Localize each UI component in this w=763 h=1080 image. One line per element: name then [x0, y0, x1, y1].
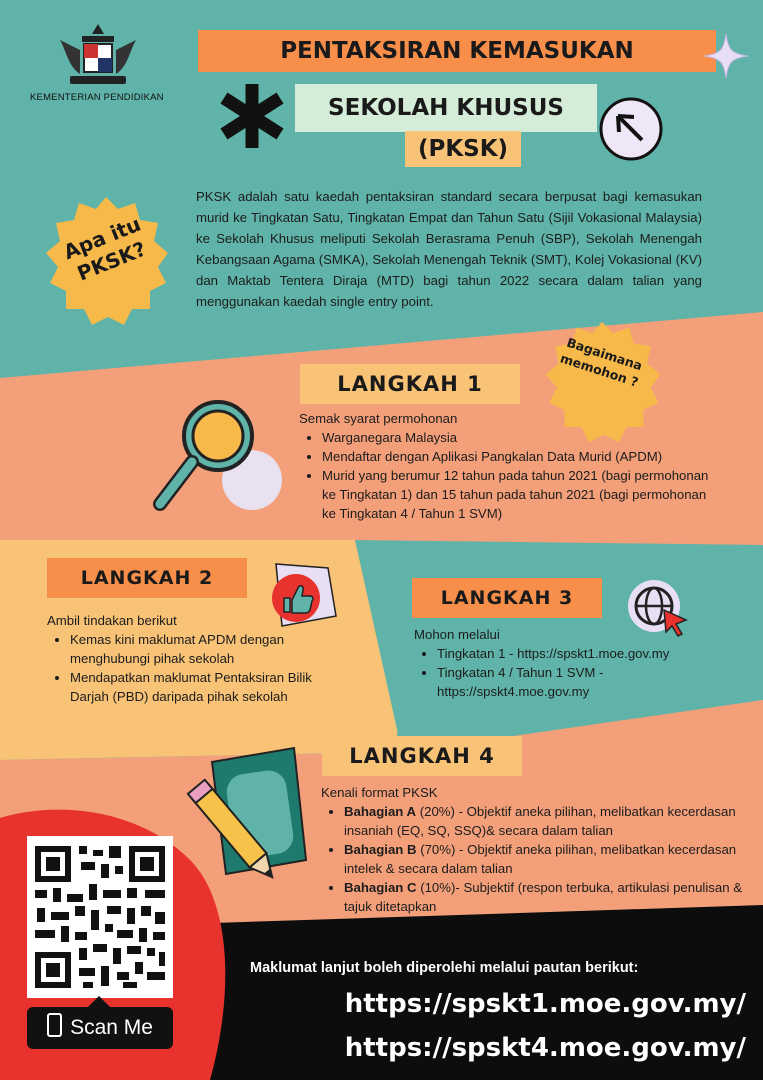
- phone-icon: [47, 1013, 62, 1037]
- intro-paragraph: PKSK adalah satu kaedah pentaksiran standard secara berpusat bagi kemasukan murid ke Tingkatan Satu, Tingkatan Empat dan Tahun Satu (Sijil Vokasional Malaysia) ke Sekolah Khusus meliputi Sekolah Berasrama Penuh (SBP), Sekolah Menengah Kebangsaan Agama (SMKA), Sekolah Menengah Teknik (SMT), Kolej Vokasional (KV) dan Maktab Tentera Diraja (MTD) bagi tahun 2022 secara dalam talian yang menggunakan kaedah single entry point.: [196, 189, 702, 309]
- langkah-2-subtitle: Ambil tindakan berikut: [47, 613, 177, 628]
- qr-code-card[interactable]: [27, 836, 173, 998]
- langkah-1-heading: LANGKAH 1: [300, 364, 520, 404]
- langkah-4-list: [321, 802, 751, 916]
- langkah-3-section: [414, 625, 734, 701]
- langkah-4-heading: LANGKAH 4: [322, 736, 522, 776]
- ministry-name: KEMENTERIAN PENDIDIKAN: [30, 92, 164, 103]
- langkah-2-heading: LANGKAH 2: [47, 558, 247, 598]
- pencil-paper-icon: [186, 742, 316, 902]
- list-item: • Warganegara Malaysia: [322, 428, 719, 447]
- arrow-up-left-icon: [598, 96, 664, 162]
- bagaimana-label: Bagaimana memohon ?: [558, 334, 645, 390]
- list-item: • Bahagian B (70%) - Objektif aneka pilihan, melibatkan kecerdasan intelek & secara dalam talian: [344, 840, 751, 878]
- title-line-1: PENTAKSIRAN KEMASUKAN: [198, 30, 716, 72]
- list-item: • Bahagian C (10%)- Subjektif (respon terbuka, artikulasi penulisan & tajuk ditetapkan: [344, 878, 751, 916]
- url-link-2[interactable]: https://spskt4.moe.gov.my/: [344, 1033, 746, 1063]
- langkah-3-subtitle: Mohon melalui: [414, 627, 500, 642]
- langkah-1-subtitle: Semak syarat permohonan: [299, 411, 458, 426]
- qr-code-icon: [27, 836, 173, 998]
- scan-me-button[interactable]: [27, 1007, 173, 1049]
- title-line-3: (PKSK): [405, 131, 521, 167]
- apa-itu-label: Apa itu PKSK?: [60, 211, 150, 286]
- list-item: • Bahagian A (20%) - Objektif aneka pilihan, melibatkan kecerdasan insaniah (EQ, SQ, SSQ)& secara dalam talian: [344, 802, 751, 840]
- langkah-4-subtitle: Kenali format PKSK: [321, 785, 438, 800]
- asterisk-icon: [220, 80, 284, 152]
- footer-note: Maklumat lanjut boleh diperolehi melalui pautan berikut:: [250, 960, 639, 976]
- list-item: • Mendapatkan maklumat Pentaksiran Bilik Darjah (PBD) daripada pihak sekolah: [70, 668, 347, 706]
- list-item: • Kemas kini maklumat APDM dengan menghubungi pihak sekolah: [70, 630, 347, 668]
- sparkle-icon: [702, 32, 750, 80]
- list-item: • Mendaftar dengan Aplikasi Pangkalan Data Murid (APDM): [322, 447, 719, 466]
- scan-me-label: Scan Me: [70, 1016, 153, 1039]
- title-line-2: SEKOLAH KHUSUS: [295, 84, 597, 132]
- langkah-2-list: [47, 630, 347, 706]
- list-item: • Tingkatan 1 - https://spskt1.moe.gov.my: [437, 644, 734, 663]
- langkah-1-list: [299, 428, 719, 523]
- magnifier-icon: [150, 392, 290, 522]
- langkah-1-section: [299, 409, 719, 523]
- url-link-1[interactable]: https://spskt1.moe.gov.my/: [344, 989, 746, 1019]
- langkah-2-section: [47, 611, 347, 706]
- list-item: • Murid yang berumur 12 tahun pada tahun 2021 (bagi permohonan ke Tingkatan 1) dan 15 tahun pada tahun 2021 (bagi permohonan ke Tingkatan 4 / Tahun 1 SVM): [322, 466, 719, 523]
- list-item: • Tingkatan 4 / Tahun 1 SVM - https://spskt4.moe.gov.my: [437, 663, 734, 701]
- langkah-4-section: [321, 783, 751, 916]
- malaysia-crest-icon: [52, 20, 144, 90]
- langkah-3-list: [414, 644, 734, 701]
- langkah-3-heading: LANGKAH 3: [412, 578, 602, 618]
